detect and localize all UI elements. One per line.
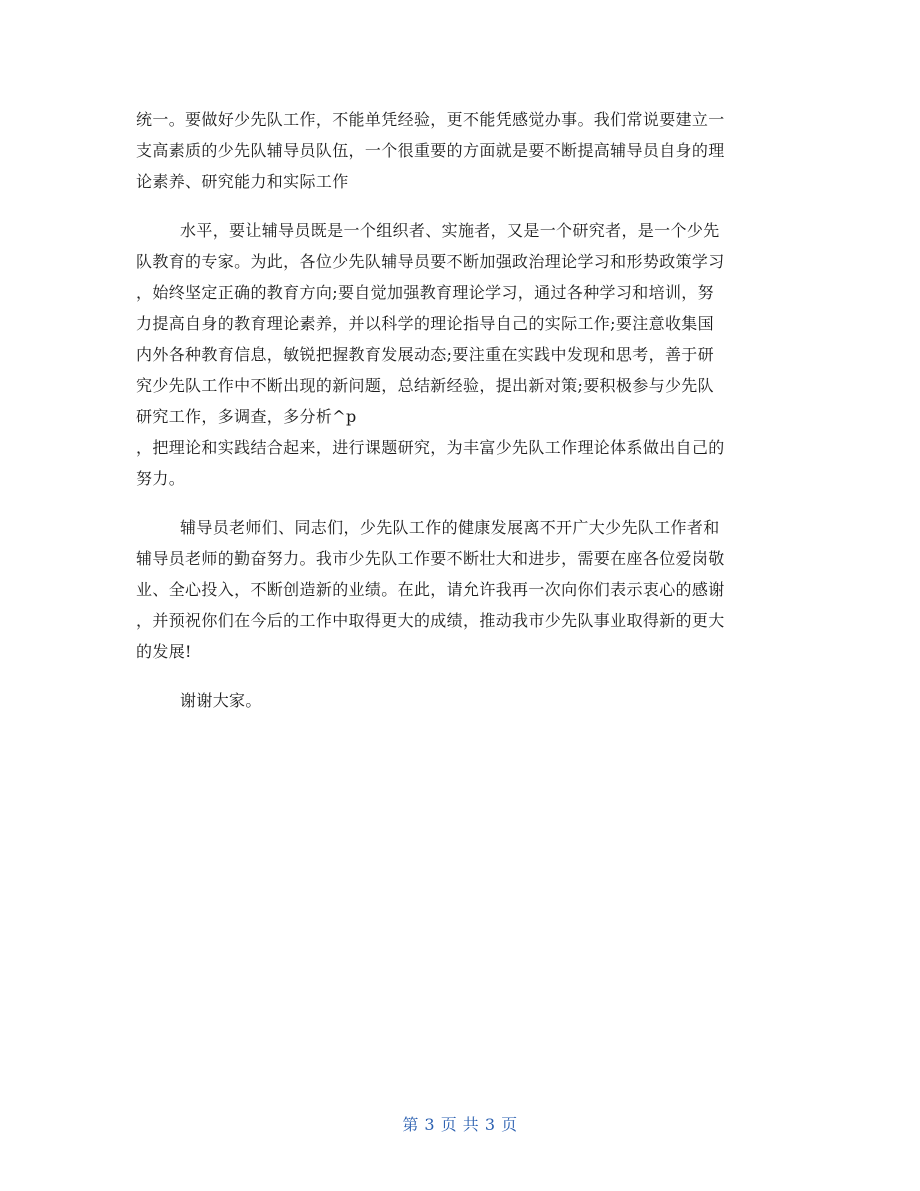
text-line: 研究工作，多调查，多分析^p [136,407,357,426]
paragraph-2 [136,215,790,494]
paragraph-gap [136,197,790,215]
document-body [136,104,790,716]
text-line: 队教育的专家。为此，各位少先队辅导员要不断加强政治理论学习和形势政策学习 [136,252,725,271]
text-line: 力提高自身的教育理论素养，并以科学的理论指导自己的实际工作;要注意收集国 [136,314,714,333]
text-line: 谢谢大家。 [180,691,262,710]
text-line: ，始终坚定正确的教育方向;要自觉加强教育理论学习，通过各种学习和培训，努 [136,283,714,302]
paragraph-gap [136,667,790,685]
paragraph-3 [136,512,790,667]
text-line: 业、全心投入，不断创造新的业绩。在此，请允许我再一次向你们表示衷心的感谢 [136,580,725,599]
page-footer: 第 3 页 共 3 页 [402,1115,518,1134]
text-line: 支高素质的少先队辅导员队伍，一个很重要的方面就是要不断提高辅导员自身的理 [136,141,725,160]
text-line: ，并预祝你们在今后的工作中取得更大的成绩，推动我市少先队事业取得新的更大 [136,611,725,630]
text-line: 内外各种教育信息，敏锐把握教育发展动态;要注重在实践中发现和思考，善于研 [136,345,714,364]
text-line: 论素养、研究能力和实际工作 [136,172,349,191]
text-line: ，把理论和实践结合起来，进行课题研究，为丰富少先队工作理论体系做出自己的 [136,438,725,457]
text-line: 统一。要做好少先队工作，不能单凭经验，更不能凭感觉办事。我们常说要建立一 [136,110,725,129]
paragraph-gap [136,494,790,512]
text-line: 辅导员老师们、同志们，少先队工作的健康发展离不开广大少先队工作者和 [180,518,720,537]
text-line: 水平，要让辅导员既是一个组织者、实施者，又是一个研究者，是一个少先 [180,221,720,240]
text-line: 辅导员老师的勤奋努力。我市少先队工作要不断壮大和进步，需要在座各位爱岗敬 [136,549,725,568]
paragraph-1 [136,104,790,197]
text-line: 努力。 [136,469,186,488]
text-line: 的发展! [136,642,192,661]
paragraph-4 [136,685,790,716]
text-line: 究少先队工作中不断出现的新问题，总结新经验，提出新对策;要积极参与少先队 [136,376,714,395]
